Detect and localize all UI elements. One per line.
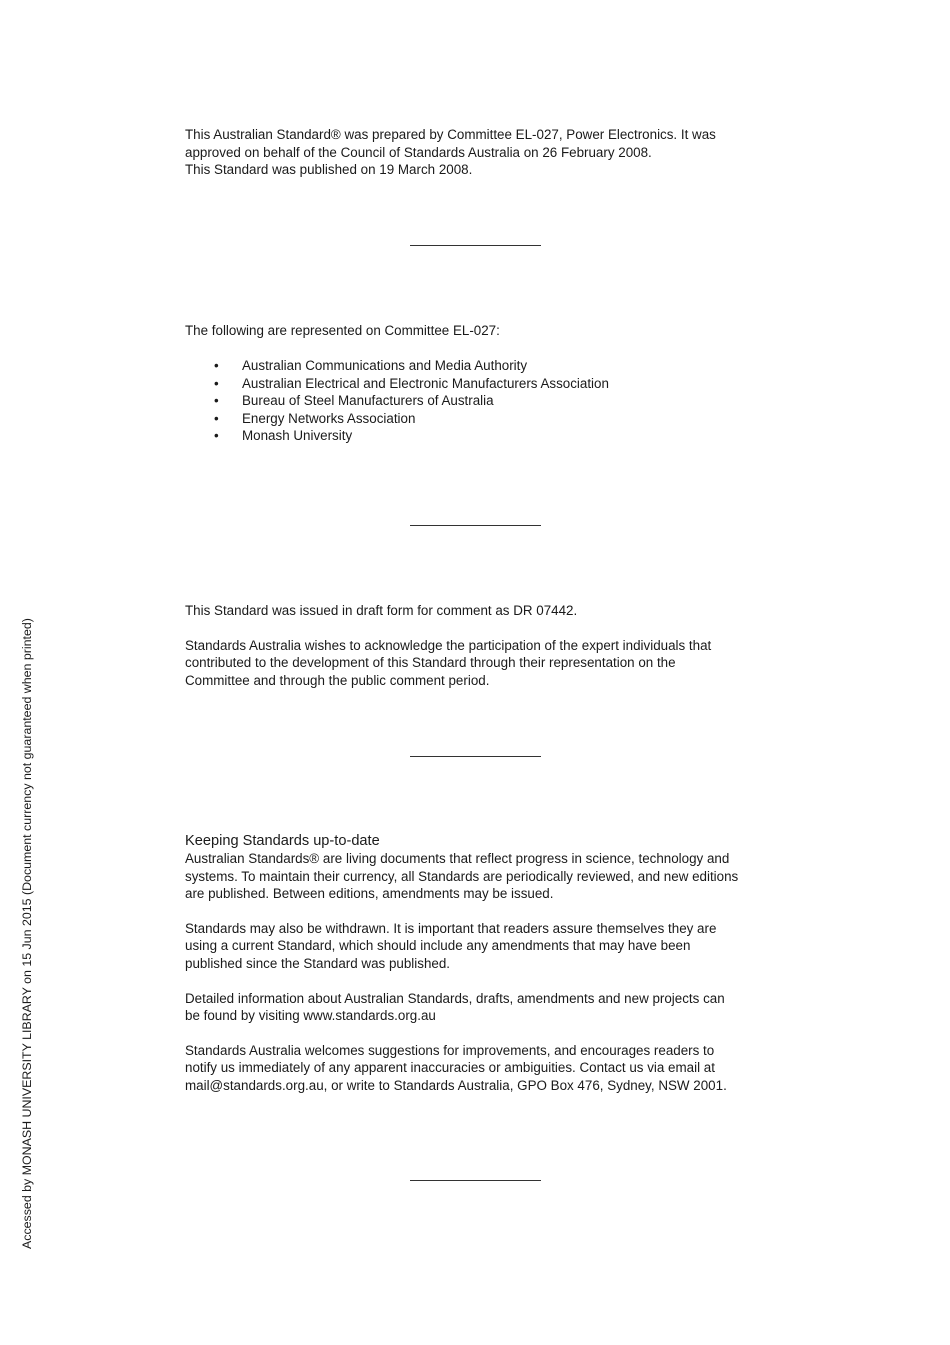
- committee-section: [185, 322, 775, 340]
- paragraph-line: published since the Standard was published.: [185, 955, 451, 971]
- bullet: •: [214, 428, 219, 444]
- list-item: [185, 392, 775, 410]
- members-list: [185, 357, 775, 445]
- section-divider: [410, 245, 541, 246]
- paragraph-line: notify us immediately of any apparent inaccuracies or ambiguities. Contact us via email at: [185, 1060, 715, 1076]
- preparation-line: This Standard was published on 19 March 2008.: [185, 162, 473, 178]
- paragraph-line: Standards Australia welcomes suggestions for improvements, and encourages readers to: [185, 1042, 715, 1058]
- bullet: •: [214, 358, 219, 373]
- member-name: Australian Communications and Media Authority: [242, 358, 528, 373]
- preparation-line: This Australian Standard® was prepared by Committee EL-027, Power Electronics. It was: [185, 127, 716, 142]
- section-divider: [410, 756, 541, 757]
- draft-issued: This Standard was issued in draft form for comment as DR 07442.: [185, 603, 578, 618]
- paragraph-line: using a current Standard, which should include any amendments that may have been: [185, 938, 691, 954]
- list-item: [185, 427, 775, 445]
- list-item: [185, 357, 775, 375]
- bullet: •: [214, 375, 219, 391]
- member-name: Energy Networks Association: [242, 410, 416, 426]
- list-item: [185, 410, 775, 428]
- list-item: [185, 375, 775, 393]
- paragraph-line: Standards may also be withdrawn. It is important that readers assure themselves they are: [185, 920, 717, 936]
- paragraph-line: mail@standards.org.au, or write to Standards Australia, GPO Box 476, Sydney, NSW 2001.: [185, 1077, 727, 1093]
- committee-members: [185, 357, 775, 445]
- section-divider: [410, 1180, 541, 1181]
- acknowledgement-line: Committee and through the public comment period.: [185, 672, 490, 688]
- keeping-up-to-date-section: [185, 832, 775, 1095]
- access-watermark: Accessed by MONASH UNIVERSITY LIBRARY on 15 Jun 2015 (Document currency not guaranteed when printed): [20, 618, 34, 1249]
- paragraph-line: Australian Standards® are living documents that reflect progress in science, technology and: [185, 851, 730, 866]
- member-name: Australian Electrical and Electronic Manufacturers Association: [242, 375, 609, 391]
- section-heading: Keeping Standards up-to-date: [185, 833, 380, 849]
- bullet: •: [214, 410, 219, 426]
- preparation-line: approved on behalf of the Council of Standards Australia on 26 February 2008.: [185, 144, 652, 160]
- committee-intro: The following are represented on Committee EL-027:: [185, 323, 500, 338]
- paragraph-line: systems. To maintain their currency, all Standards are periodically reviewed, and new editions: [185, 868, 739, 884]
- member-name: Monash University: [242, 428, 353, 444]
- acknowledgement-line: contributed to the development of this Standard through their representation on the: [185, 655, 676, 671]
- acknowledgement-line: Standards Australia wishes to acknowledge the participation of the expert individuals that: [185, 637, 712, 653]
- section-divider: [410, 525, 541, 526]
- paragraph-line: be found by visiting www.standards.org.au: [185, 1008, 436, 1024]
- preparation-paragraph: [185, 126, 775, 179]
- member-name: Bureau of Steel Manufacturers of Australia: [242, 393, 494, 409]
- paragraph-line: are published. Between editions, amendments may be issued.: [185, 886, 554, 902]
- draft-section: [185, 602, 775, 689]
- paragraph-line: Detailed information about Australian Standards, drafts, amendments and new projects can: [185, 990, 725, 1006]
- bullet: •: [214, 393, 219, 409]
